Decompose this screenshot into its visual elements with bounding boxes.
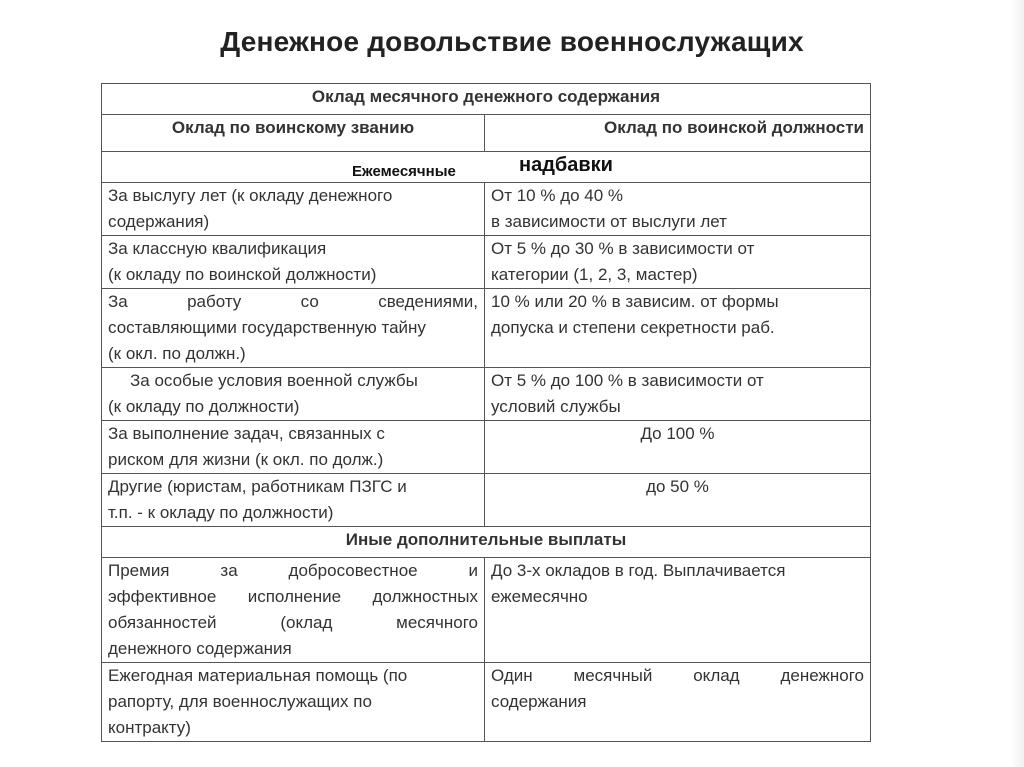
row-label-line — [108, 368, 478, 394]
allowance-table — [101, 83, 871, 742]
row-value-line: содержания — [491, 692, 587, 711]
table-row — [102, 558, 871, 663]
row-value-line: до 50 % — [646, 477, 709, 496]
row-label-line: риском для жизни (к окл. по долж.) — [108, 450, 384, 469]
page-title: Денежное довольствие военнослужащих — [220, 26, 804, 57]
row-value-line: От 10 % до 40 % — [491, 186, 624, 205]
row-label — [102, 236, 485, 289]
row-value-line: 10 % или 20 % в зависим. от формы — [491, 292, 779, 311]
row-label-line: рапорту, для военнослужащих по — [108, 692, 372, 711]
row-label-line: За классную квалификация — [108, 239, 327, 258]
row-label-line: т.п. - к окладу по должности) — [108, 503, 334, 522]
subheader-position-salary: Оклад по воинской должности — [485, 115, 871, 152]
row-label — [102, 421, 485, 474]
row-value-line: До 3-х окладов в год. Выплачивается — [491, 561, 786, 580]
subheader-rank-salary: Оклад по воинскому званию — [102, 115, 485, 152]
row-value-line: категории (1, 2, 3, мастер) — [491, 265, 698, 284]
allowances-heading-bonuses: надбавки — [519, 154, 613, 176]
table-header: Оклад месячного денежного содержания — [102, 84, 871, 115]
allowances-heading-row — [102, 152, 871, 183]
row-label — [102, 289, 485, 368]
row-value — [485, 236, 871, 289]
table-row — [102, 236, 871, 289]
row-label-line: (к окл. по должн.) — [108, 344, 246, 363]
row-label-line: денежного содержания — [108, 639, 292, 658]
row-value-line: допуска и степени секретности раб. — [491, 318, 775, 337]
row-label — [102, 368, 485, 421]
row-label — [102, 183, 485, 236]
allowances-heading — [102, 152, 871, 183]
other-payments-heading: Иные дополнительные выплаты — [102, 527, 871, 558]
row-label-line: составляющими государственную тайну — [108, 318, 426, 337]
subheader-row — [102, 115, 871, 152]
table-row — [102, 663, 871, 742]
row-label-line: Другие (юристам, работникам ПЗГС и — [108, 477, 407, 496]
row-value — [485, 474, 871, 527]
row-label-line: контракту) — [108, 718, 191, 737]
row-label — [102, 663, 485, 742]
row-value-line: в зависимости от выслуги лет — [491, 212, 727, 231]
page-edge-shadow — [1010, 0, 1024, 767]
other-payments-heading-row — [102, 527, 871, 558]
row-value — [485, 368, 871, 421]
row-label — [102, 474, 485, 527]
table-header-row — [102, 84, 871, 115]
row-label-line: За выслугу лет (к окладу денежного — [108, 186, 393, 205]
row-value-line: От 5 % до 30 % в зависимости от — [491, 239, 755, 258]
table-row — [102, 368, 871, 421]
row-label-line: эффективное исполнение должностных — [108, 587, 478, 606]
row-label-line: За работу со сведениями, — [108, 292, 478, 311]
row-label — [102, 558, 485, 663]
row-label-line: Премия за добросовестное и — [108, 561, 478, 580]
row-label-line: (к окладу по должности) — [108, 397, 300, 416]
row-value-line: До 100 % — [640, 424, 715, 443]
row-label-line: содержания) — [108, 212, 210, 231]
table-row — [102, 289, 871, 368]
table-row — [102, 421, 871, 474]
row-value — [485, 289, 871, 368]
row-label-line: обязанностей (оклад месячного — [108, 613, 478, 632]
table-row — [102, 183, 871, 236]
row-label-indented: За особые условия военной службы — [130, 371, 418, 390]
row-label-line: За выполнение задач, связанных с — [108, 424, 385, 443]
allowances-heading-monthly: Ежемесячные — [352, 163, 456, 180]
row-label-line: (к окладу по воинской должности) — [108, 265, 377, 284]
row-value-line: условий службы — [491, 397, 621, 416]
row-value-line: ежемесячно — [491, 587, 588, 606]
row-value — [485, 421, 871, 474]
table-row — [102, 474, 871, 527]
row-value-line: Один месячный оклад денежного — [491, 666, 865, 685]
row-value — [485, 663, 871, 742]
row-value-line: От 5 % до 100 % в зависимости от — [491, 371, 764, 390]
row-value — [485, 183, 871, 236]
row-value — [485, 558, 871, 663]
row-label-line: Ежегодная материальная помощь (по — [108, 666, 408, 685]
